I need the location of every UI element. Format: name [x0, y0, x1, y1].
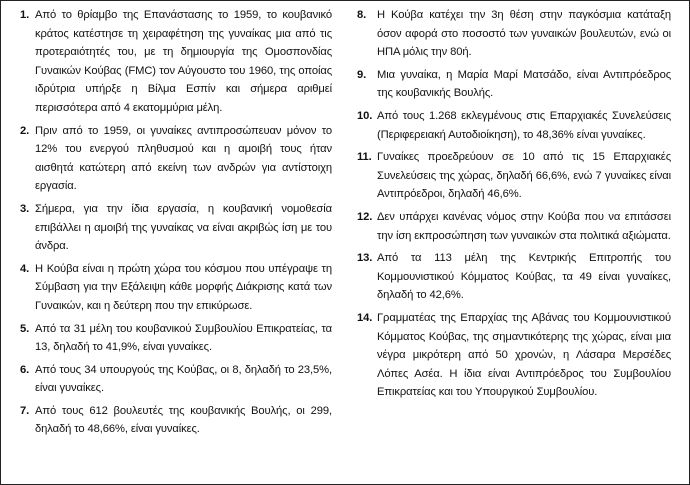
list-item [20, 320, 332, 357]
item-number: 1. [20, 9, 30, 21]
item-number: 4. [20, 262, 30, 275]
list-item [357, 6, 671, 62]
item-number: 8. [357, 9, 367, 21]
item-text: Δεν υπάρχει κανένας νόμος στην Κούβα που να επιτάσσει την ίση εκπροσώπηση των γυναικών στα πολιτικά αξιώματα. [377, 210, 671, 242]
item-text: Από τους 612 βουλευτές της κουβανικής Βουλής, οι 299, δηλαδή το 48,66%, είναι γυναίκες. [35, 404, 332, 436]
item-number: 9. [357, 68, 367, 81]
item-number: 5. [20, 322, 30, 335]
item-number: 14. [357, 311, 373, 324]
item-number: 6. [20, 363, 30, 376]
list-item [20, 6, 332, 118]
list-item [20, 200, 332, 256]
list-item [357, 107, 671, 144]
list-item [357, 148, 671, 204]
list-item [20, 361, 332, 398]
list-item [357, 208, 671, 245]
item-number: 13. [357, 252, 373, 265]
item-text: Μια γυναίκα, η Μαρία Μαρί Ματσάδο, είναι Αντιπρόεδρος της κουβανικής Βουλής. [377, 68, 671, 100]
list-item [357, 249, 671, 305]
list-item [357, 66, 671, 103]
item-text: Γυναίκες προεδρεύουν σε 10 από τις 15 Επαρχιακές Συνελεύσεις της χώρας, δηλαδή 66,6%, ενώ 7 γυναίκες είναι Αντιπρόεδροι, δηλαδή 46,6%. [377, 151, 671, 201]
item-number: 3. [20, 202, 30, 215]
item-text: Πριν από το 1959, οι γυναίκες αντιπροσώπευαν μόνον το 12% του ενεργού πληθυσμού και η αμοιβή τους ήταν αισθητά κατώτερη από εκείνη των ανδρών για αντίστοιχη εργασία. [35, 124, 332, 193]
list-item [20, 122, 332, 196]
item-number: 10. [357, 109, 373, 122]
item-text: Από το θρίαμβο της Επανάστασης το 1959, το κουβανικό κράτος κατέστησε τη χειραφέτηση της γυναίκας μια από τις προτεραιότητές του, με τη δημιουργία της Ομοσπονδίας Γυναικών Κούβας (FMC) τον Αύγουστο του 1960, της οποίας ιδρύτρια υπήρξε η Βίλμα Εσπίν και σήμερα αριθμεί περισσότερα από 4 εκατομμύρια μέλη. [35, 9, 332, 114]
item-number: 12. [357, 210, 373, 223]
item-text: Γραμματέας της Επαρχίας της Αβάνας του Κομμουνιστικού Κόμματος Κούβας, της σημαντικότερης της χώρας, είναι μια νέγρα μικρότερη από 50 χρονών, η Λάσαρα Μερσέδες Λόπες Ασέα. Η ίδια είναι Αντιπρόεδρος του Συμβουλίου Επικρατείας και του Υπουργικού Συμβουλίου. [377, 311, 671, 399]
item-text: Από τα 113 μέλη της Κεντρικής Επιτροπής του Κομμουνιστικού Κόμματος Κούβας, τα 49 είναι γυναίκες, δηλαδή το 42,6%. [377, 252, 671, 302]
item-text: Σήμερα, για την ίδια εργασία, η κουβανική νομοθεσία επιβάλλει η αμοιβή της γυναίκας να είναι ακριβώς ίση με του άνδρα. [35, 202, 332, 253]
item-number: 11. [357, 151, 372, 164]
item-text: Από τους 34 υπουργούς της Κούβας, οι 8, δηλαδή το 23,5%, είναι γυναίκες. [35, 363, 332, 395]
item-text: Η Κούβα είναι η πρώτη χώρα του κόσμου που υπέγραψε τη Σύμβαση για την Εξάλειψη κάθε μορφής Διάκρισης κατά των Γυναικών, και η δεύτερη που την επικύρωσε. [35, 262, 332, 312]
list-item [20, 402, 332, 439]
list-item [20, 260, 332, 316]
item-text: Η Κούβα κατέχει την 3η θέση στην παγκόσμια κατάταξη όσον αφορά στο ποσοστό των γυναικών βουλευτών, ενώ οι ΗΠΑ μόλις την 80ή. [377, 9, 671, 59]
right-column [357, 6, 671, 406]
item-text: Από τα 31 μέλη του κουβανικού Συμβουλίου Επικρατείας, τα 13, δηλαδή το 41,9%, είναι γυναίκες. [35, 322, 332, 354]
item-number: 2. [20, 124, 30, 137]
left-column [20, 6, 332, 443]
item-number: 7. [20, 404, 30, 417]
item-text: Από τους 1.268 εκλεγμένους στις Επαρχιακές Συνελεύσεις (Περιφερειακή Αυτοδιοίκηση), το 48,36% είναι γυναίκες. [377, 109, 671, 141]
list-item [357, 309, 671, 402]
